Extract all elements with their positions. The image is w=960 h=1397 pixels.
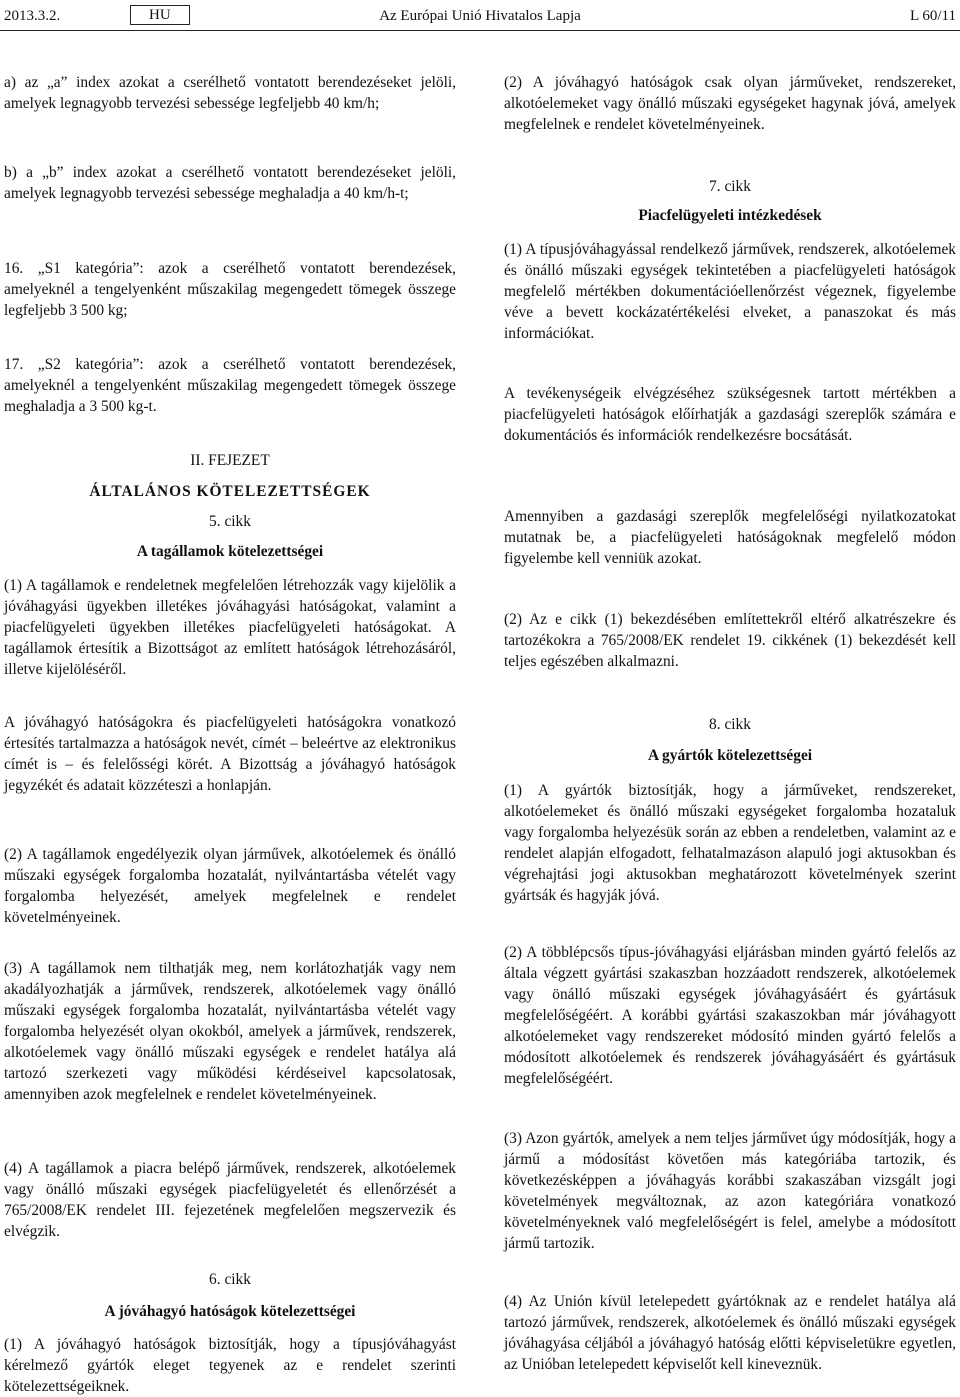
header-date: 2013.3.2. [4, 8, 61, 24]
article-5-para-2: (2) A tagállamok engedélyezik olyan járművek, alkotóelemek és önálló műszaki egységek forgalomba hozatalát, nyilvántartásba vételét vagy forgalomba helyezését, amelyek megfelelnek e rendelet követelményeinek. [4, 846, 456, 926]
article-7-para-2: (2) Az e cikk (1) bekezdésében említettekről eltérő alkatrészekre és tartozékokra a 765/2008/EK rendelet 19. cikkének (1) bekezdését kell teljes egészében alkalmazni. [504, 611, 956, 670]
article-8-para-3: (3) Azon gyártók, amelyek a nem teljes járművet úgy módosítják, hogy a jármű a módosítást követően más kategóriába tartozik, és következésképpen a jóváhagyás korábbi szakaszában vizsgált jogi követelmények megváltoznak, az azon kategóriára vonatkozó követelményeknek való megfelelőségért is felel, amelybe a módosított jármű tartozik. [504, 1130, 956, 1252]
article-7-para-1c: Amennyiben a gazdasági szereplők megfelelőségi nyilatkozatokat mutatnak be, a piacfelügyeleti hatóságoknak megfelelő módon figyelembe kell venniük azokat. [504, 508, 956, 567]
article-8-para-4: (4) Az Unión kívül letelepedett gyártóknak az e rendelet hatálya alá tartozó járművek, rendszerek, alkotóelemek és önálló műszaki egységek jóváhagyása céljából a jóváhagyó hatóság előtti képviseletükre egyetlen, az Unióban letelepedett képviselőt kell kineveznük. [504, 1293, 956, 1373]
article-4-para-2: (2) A jóváhagyó hatóságok csak olyan járműveket, rendszereket, alkotóelemeket vagy önálló műszaki egységeket hagynak jóvá, amelyek megfelelnek e rendelet követelményeinek. [504, 74, 956, 133]
article-5-para-1: (1) A tagállamok e rendeletnek megfelelően létrehozzák vagy kijelölik a jóváhagyási ügyekben illetékes jóváhagyási hatóságokat, valamint a piacfelügyeleti ügyekben illetékes piacfelügyeleti hatóságokat. A tagállamok értesítik a Bizottságot az említett hatóságok létrehozásáról, illetve kijelöléséről. [4, 577, 456, 678]
article-6-title: A jóváhagyó hatóságok kötelezettségei [104, 1303, 356, 1320]
header-rule [0, 30, 960, 31]
language-badge: HU [130, 5, 190, 25]
article-5-title: A tagállamok kötelezettségei [136, 543, 324, 560]
page-number: L 60/11 [910, 8, 956, 24]
article-6-number: 6. cikk [209, 1271, 251, 1288]
chapter-title: ÁLTALÁNOS KÖTELEZETTSÉGEK [89, 483, 371, 500]
article-5-para-3: (3) A tagállamok nem tilthatják meg, nem korlátozhatják vagy nem akadályozhatják a járművek, rendszerek, alkotóelemek vagy önálló műszaki egységek forgalomba hozatalát, nyilvántartásba vételét vagy forgalomba helyezését olyan okokból, amelyek a járművek, rendszerek, alkotóelemek vagy önálló műszaki egységek e rendelet hatálya alá tartozó szerkezeti vagy működési kérdéseivel kapcsolatosak, amennyiben azok megfelelnek e rendelet követelményeinek. [4, 960, 456, 1103]
article-8-para-2: (2) A többlépcsős típus-jóváhagyási eljárásban minden gyártó felelős az általa végzett gyártási szakaszban hozzáadott rendszerek, alkotóelemek vagy önálló műszaki egységek jóváhagyásáért és gyártásuk megfelelőségéért. A korábbi gyártási szakaszokban már jóváhagyott alkotóelemeket vagy rendszereket módosító minden gyártó felelős a módosított alkotóelemek és rendszerek jóváhagyásáért és gyártásuk megfelelőségéért. [504, 944, 956, 1087]
article-8-number: 8. cikk [709, 716, 751, 733]
article-5-para-1b: A jóváhagyó hatóságokra és piacfelügyeleti hatóságokra vonatkozó értesítés tartalmazza a hatóságok nevét, címét – beleértve az elektronikus címét is – és felelősségi körét. A Bizottság a jóváhagyó hatóságok jegyzékét és adatait közzéteszi a honlapján. [4, 714, 456, 794]
article-8-title: A gyártók kötelezettségei [647, 747, 813, 764]
definition-17: 17. „S2 kategória”: azok a cserélhető vontatott berendezések, amelyeknél a tengelyenként műszakilag megengedett tömegek összege meghaladja a 3 500 kg-t. [4, 356, 456, 415]
article-5-para-4: (4) A tagállamok a piacra belépő járművek, rendszerek, alkotóelemek vagy önálló műszaki egységek piacfelügyeletét és ellenőrzését a 765/2008/EK rendelet III. fejezetének megfelelően megszervezik és elvégzik. [4, 1160, 456, 1240]
article-7-para-1b: A tevékenységeik elvégzéséhez szükségesnek tartott mértékben a piacfelügyeleti hatóságok előírhatják a gazdasági szereplők számára e dokumentációs és információk rendelkezésre bocsátását. [504, 385, 956, 444]
article-7-para-1: (1) A típusjóváhagyással rendelkező járművek, rendszerek, alkotóelemek és önálló műszaki egységek tekintetében a piacfelügyeleti hatóságok megfelelő mértékben dokumentációellenőrzést végeznek, figyelembe véve a bevett kockázatértékelési elveket, a panaszokat és más információkat. [504, 241, 956, 342]
article-6-para-1: (1) A jóváhagyó hatóságok biztosítják, hogy a típusjóváhagyást kérelmező gyártók eleget tegyenek az e rendelet szerinti kötelezettségeiknek. [4, 1336, 456, 1395]
definition-16: 16. „S1 kategória”: azok a cserélhető vontatott berendezések, amelyeknél a tengelyenként műszakilag megengedett tömegek összege legfeljebb 3 500 kg; [4, 260, 456, 319]
item-b: b) a „b” index azokat a cserélhető vontatott berendezéseket jelöli, amelyek legnagyobb tervezési sebessége meghaladja a 40 km/h-t; [4, 164, 456, 202]
article-7-title: Piacfelügyeleti intézkedések [638, 207, 822, 224]
article-5-number: 5. cikk [209, 513, 251, 530]
page-header [0, 6, 960, 32]
chapter-number: II. FEJEZET [190, 452, 270, 469]
item-a: a) az „a” index azokat a cserélhető vontatott berendezéseket jelöli, amelyek legnagyobb tervezési sebessége legfeljebb 40 km/h; [4, 74, 456, 112]
article-8-para-1: (1) A gyártók biztosítják, hogy a járműveket, rendszereket, alkotóelemeket és önálló műszaki egységeket forgalomba hozataluk vagy forgalomba helyezésük során az ebben a rendeletben, valamint az e rendelet alapján elfogadott, felhatalmazáson alapuló jogi aktusokban és végrehajtási jogi aktusokban meghatározott követelmények szerint gyártsák és hagyják jóvá. [504, 782, 956, 904]
article-7-number: 7. cikk [709, 178, 751, 195]
journal-title: Az Európai Unió Hivatalos Lapja [379, 8, 581, 24]
